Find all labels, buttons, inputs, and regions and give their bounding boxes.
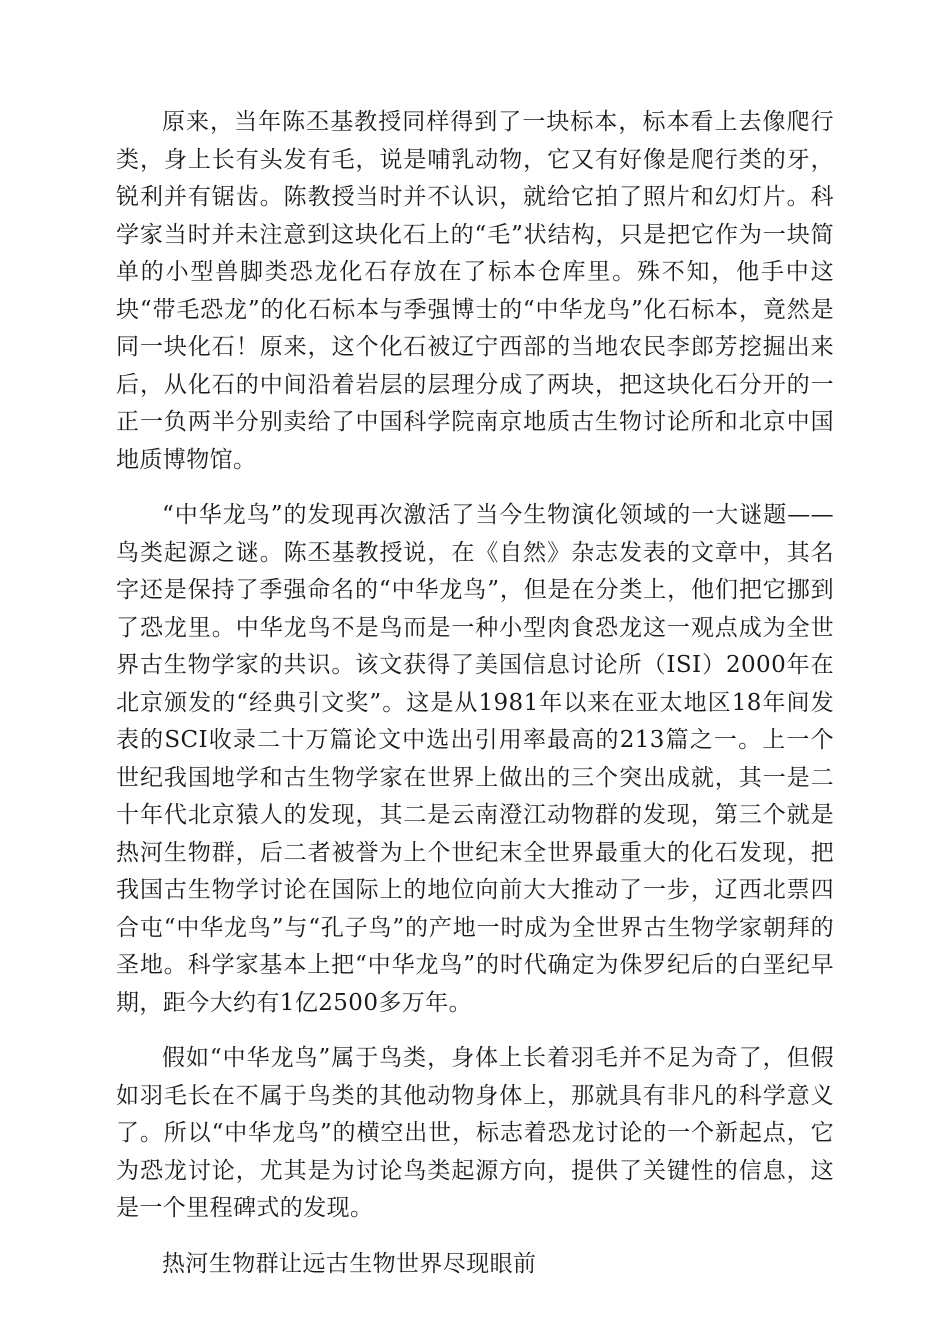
paragraph-bird-origin: “中华龙鸟”的发现再次激活了当今生物演化领域的一大谜题——鸟类起源之谜。陈丕基教授说，在《自然》杂志发表的文章中，其名字还是保持了季强命名的“中华龙鸟”，但是在分类上，他们把它挪到了恐龙里。中华龙鸟不是鸟而是一种小型肉食恐龙这一观点成为全世界古生物学家的共识。该文获得了美国信息讨论所（ISI）2000年在北京颁发的“经典引文奖”。这是从1981年以来在亚太地区18年间发表的SCI收录二十万篇论文中选出引用率最高的213篇之一。上一个世纪我国地学和古生物学家在世界上做出的三个突出成就，其一是二十年代北京猿人的发现，其二是云南澄江动物群的发现，第三个就是热河生物群，后二者被誉为上个世纪末全世界最重大的化石发现，把我国古生物学讨论在国际上的地位向前大大推动了一步，辽西北票四合屯“中华龙鸟”与“孔子鸟”的产地一时成为全世界古生物学家朝拜的圣地。科学家基本上把“中华龙鸟”的时代确定为侏罗纪后的白垩纪早期，距今大约有1亿2500多万年。 bbox=[116, 502, 834, 1016]
document-body bbox=[116, 104, 834, 1301]
section-heading-rehe-biota: 热河生物群让远古生物世界尽现眼前 bbox=[162, 1250, 537, 1277]
paragraph-significance: 假如“中华龙鸟”属于鸟类，身体上长着羽毛并不足为奇了，但假如羽毛长在不属于鸟类的其他动物身体上，那就具有非凡的科学意义了。所以“中华龙鸟”的横空出世，标志着恐龙讨论的一个新起点，它为恐龙讨论，尤其是为讨论鸟类起源方向，提供了关键性的信息，这是一个里程碑式的发现。 bbox=[116, 1045, 834, 1221]
paragraph-specimen-history: 原来，当年陈丕基教授同样得到了一块标本，标本看上去像爬行类，身上长有头发有毛，说是哺乳动物，它又有好像是爬行类的牙，锐利并有锯齿。陈教授当时并不认识，就给它拍了照片和幻灯片。科学家当时并未注意到这块化石上的“毛”状结构，只是把它作为一块简单的小型兽脚类恐龙化石存放在了标本仓库里。殊不知，他手中这块“带毛恐龙”的化石标本与季强博士的“中华龙鸟”化石标本，竟然是同一块化石！原来，这个化石被辽宁西部的当地农民李郎芳挖掘出来后，从化石的中间沿着岩层的层理分成了两块，把这块化石分开的一正一负两半分别卖给了中国科学院南京地质古生物讨论所和北京中国地质博物馆。 bbox=[116, 109, 834, 473]
